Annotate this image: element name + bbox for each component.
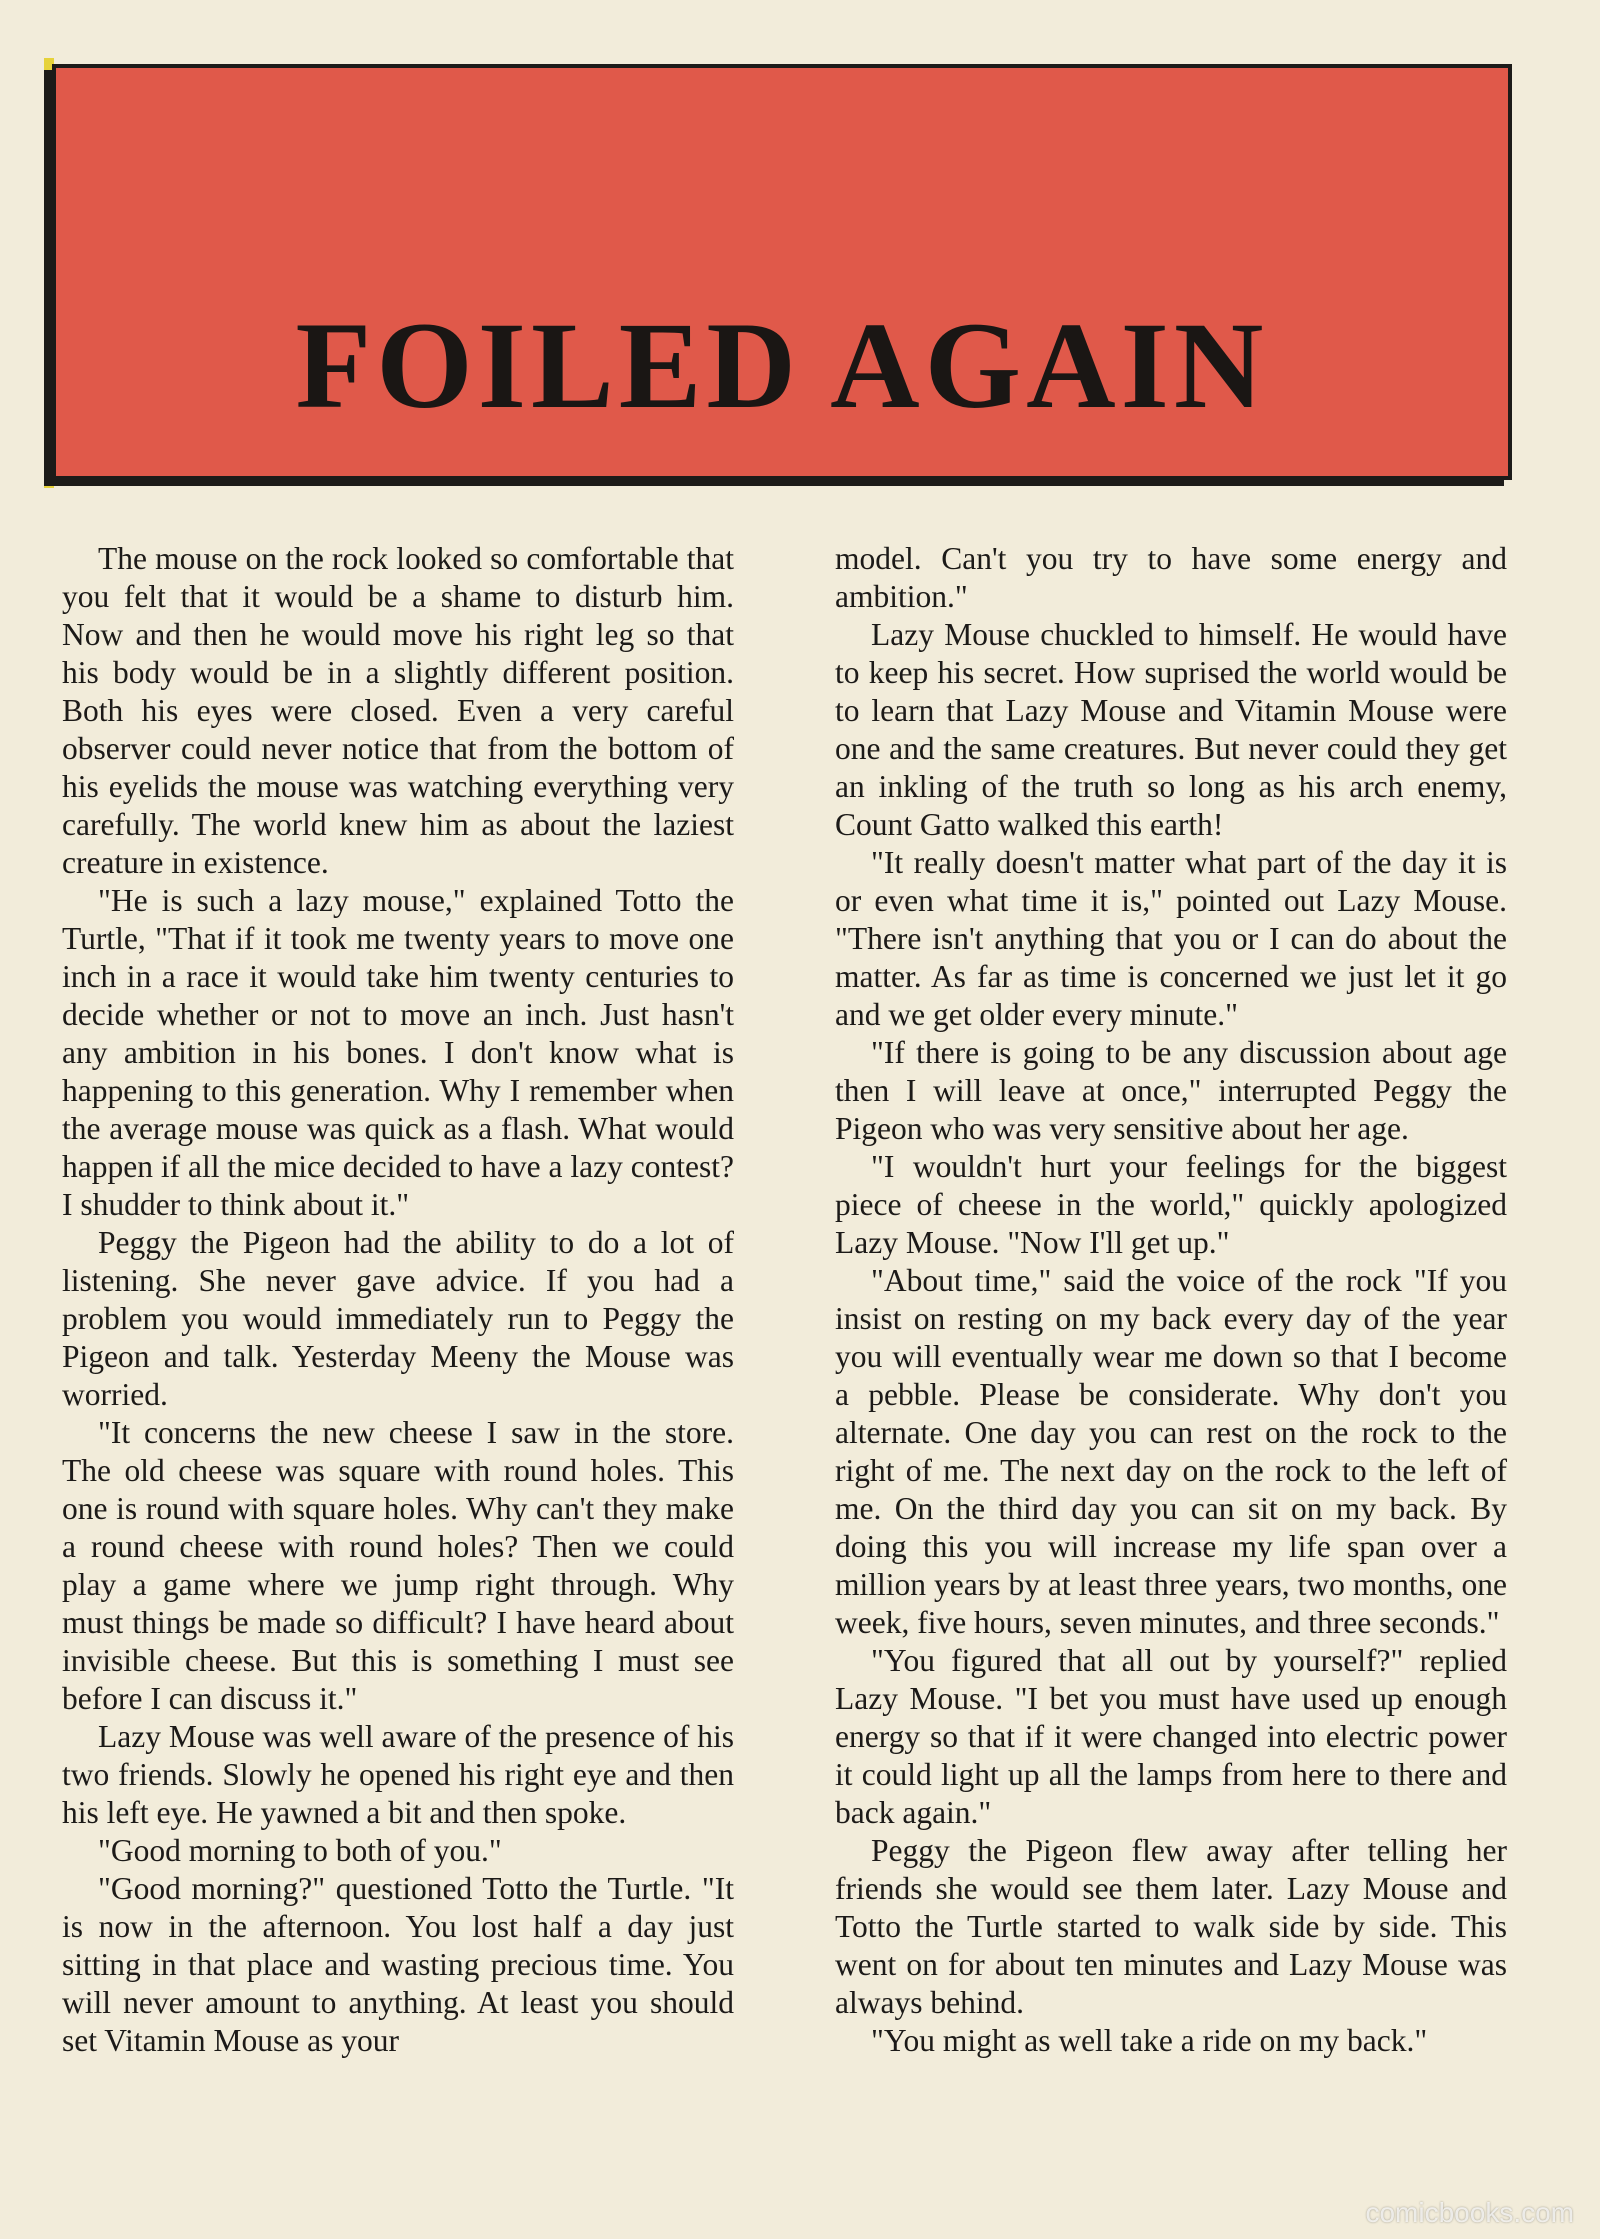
- paragraph: "Good morning to both of you.": [98, 1833, 502, 1868]
- paragraph: "I wouldn't hurt your feelings for the biggest piece of cheese in the world," quickly apologized Lazy Mouse. "Now I'll get up.": [835, 1149, 1507, 1260]
- paragraph: "You figured that all out by yourself?" replied Lazy Mouse. "I bet you must have used up enough energy so that if it were changed into electric power it could light up all the lamps from here to there and back again.": [835, 1643, 1507, 1830]
- paragraph: "You might as well take a ride on my back.": [871, 2023, 1428, 2058]
- paragraph: "About time," said the voice of the rock "If you insist on resting on my back every day of the year you will eventually wear me down so that I become a pebble. Please be considerate. Why don't you alternate. One day you can rest on the rock to the right of me. The next day on the rock to the left of me. On the third day you can sit on my back. By doing this you will increase my life span over a million years by at least three years, two months, one week, five hours, seven minutes, and three seconds.": [835, 1263, 1507, 1640]
- paragraph: "Good morning?" questioned Totto the Turtle. "It is now in the afternoon. You lost half a day just sitting in that place and wasting precious time. You will never amount to anything. At least you should set Vitamin Mouse as your: [62, 1871, 734, 2058]
- story-column-left: [62, 540, 734, 2060]
- paragraph: "It really doesn't matter what part of the day it is or even what time it is," pointed out Lazy Mouse. "There isn't anything that you or I can do about the matter. As far as time is concerned we just let it go and we get older every minute.": [835, 845, 1507, 1032]
- paragraph: Lazy Mouse was well aware of the presence of his two friends. Slowly he opened his right eye and then his left eye. He yawned a bit and then spoke.: [62, 1719, 734, 1830]
- paragraph: "If there is going to be any discussion about age then I will leave at once," interrupted Peggy the Pigeon who was very sensitive about her age.: [835, 1035, 1507, 1146]
- paragraph: "He is such a lazy mouse," explained Totto the Turtle, "That if it took me twenty years to move one inch in a race it would take him twenty centuries to decide whether or not to move an inch. Just hasn't any ambition in his bones. I don't know what is happening to this generation. Why I remember when the average mouse was quick as a flash. What would happen if all the mice decided to have a lazy contest? I shudder to think about it.": [62, 883, 734, 1222]
- page-title: FOILED AGAIN: [295, 297, 1269, 434]
- paragraph: The mouse on the rock looked so comfortable that you felt that it would be a shame to disturb him. Now and then he would move his right leg so that his body would be in a slightly different position. Both his eyes were closed. Even a very careful observer could never notice that from the bottom of his eyelids the mouse was watching everything very carefully. The world knew him as about the laziest creature in existence.: [62, 541, 734, 880]
- paragraph: Peggy the Pigeon flew away after telling her friends she would see them later. Lazy Mouse and Totto the Turtle started to walk side by side. This went on for about ten minutes and Lazy Mouse was always behind.: [835, 1833, 1507, 2020]
- watermark: comicbooks.com: [1365, 2197, 1574, 2228]
- paragraph-continued: model. Can't you try to have some energy and ambition.": [835, 541, 1507, 614]
- paragraph: Peggy the Pigeon had the ability to do a lot of listening. She never gave advice. If you had a problem you would immediately run to Peggy the Pigeon and talk. Yesterday Meeny the Mouse was worried.: [62, 1225, 734, 1412]
- title-box: [52, 64, 1512, 480]
- story-column-right: [835, 540, 1507, 2060]
- paragraph: Lazy Mouse chuckled to himself. He would have to keep his secret. How suprised the world would be to learn that Lazy Mouse and Vitamin Mouse were one and the same creatures. But never could they get an inkling of the truth so long as his arch enemy, Count Gatto walked this earth!: [835, 617, 1507, 842]
- paragraph: "It concerns the new cheese I saw in the store. The old cheese was square with round holes. This one is round with square holes. Why can't they make a round cheese with round holes? Then we could play a game where we jump right through. Why must things be made so difficult? I have heard about invisible cheese. But this is something I must see before I can discuss it.": [62, 1415, 734, 1716]
